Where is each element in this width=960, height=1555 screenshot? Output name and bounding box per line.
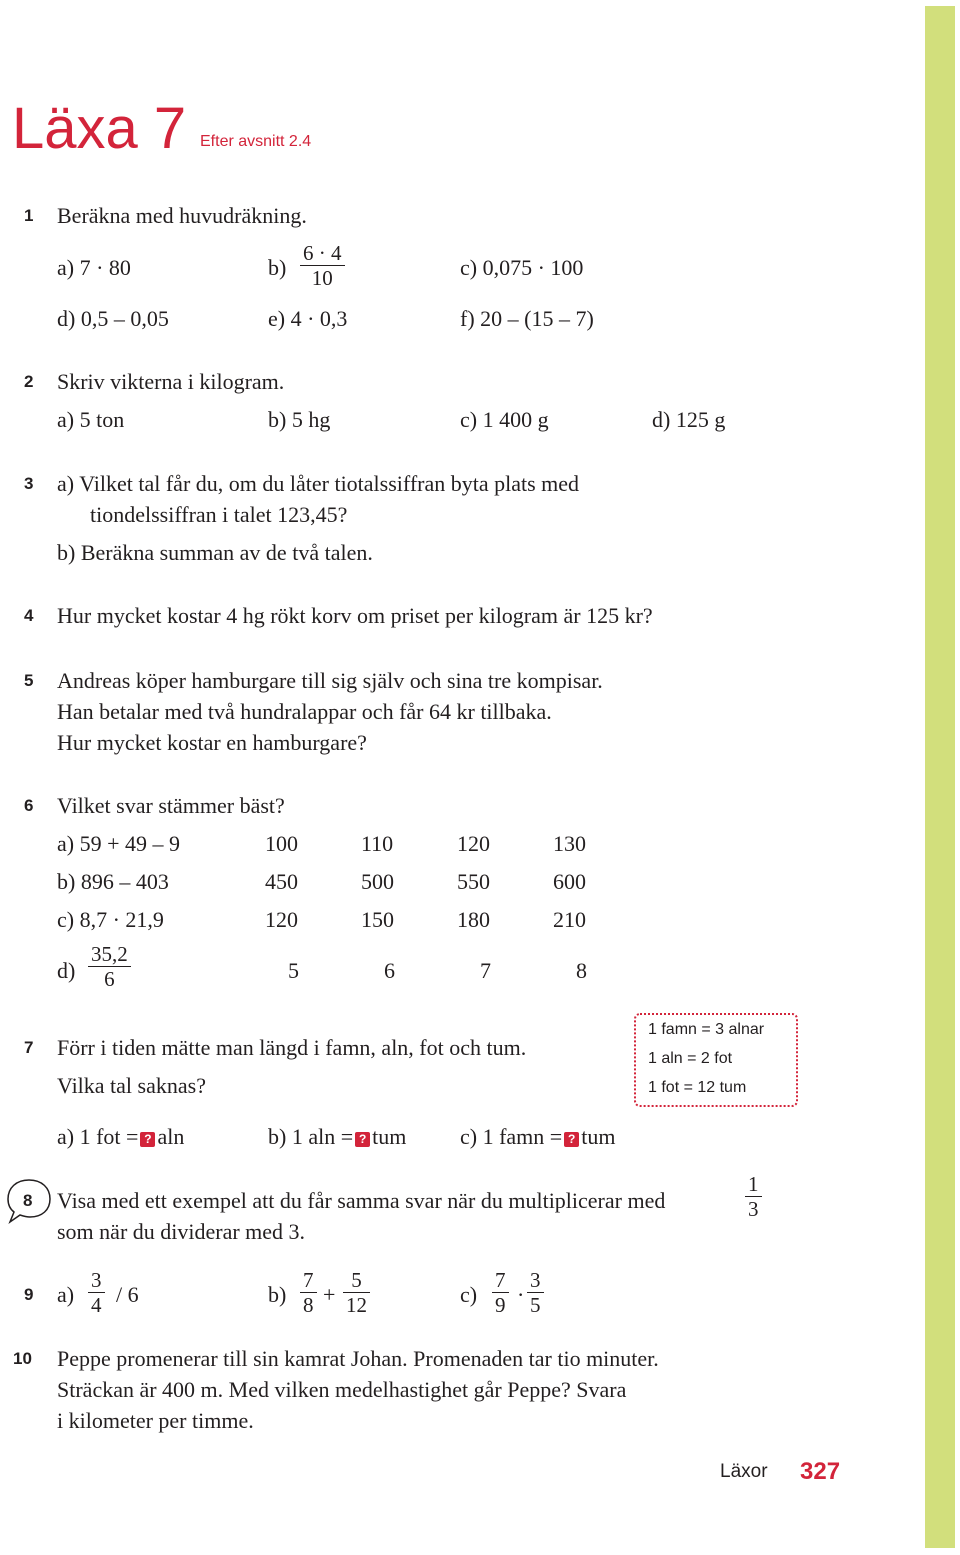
q6-c: c) 8,7 · 21,9 (57, 907, 164, 932)
q9-number: 9 (24, 1285, 34, 1304)
q2-b: b) 5 hg (268, 407, 331, 432)
q5-number: 5 (24, 671, 34, 690)
q9-b-fraction1 (300, 1268, 317, 1317)
q1-f: f) 20 – (15 – 7) (460, 306, 594, 331)
q6-b-option: 600 (553, 869, 586, 894)
q8-fraction (745, 1172, 762, 1221)
q9-a-numerator: 3 (88, 1268, 105, 1293)
q3-a-line1: a) Vilket tal får du, om du låter tiotalssiffran byta plats med (57, 471, 580, 496)
q6-c-option: 150 (361, 907, 394, 932)
q7-b-suffix: tum (372, 1124, 407, 1149)
q1-b-denominator: 10 (311, 266, 333, 290)
q9-b-operator: + (323, 1282, 336, 1307)
q9-c-numerator2: 3 (527, 1268, 544, 1293)
q9-c-numerator1: 7 (492, 1268, 509, 1293)
q1-b-label: b) (268, 255, 287, 280)
q10-number: 10 (13, 1349, 32, 1368)
page-subtitle: Efter avsnitt 2.4 (200, 133, 312, 150)
q6-c-option: 210 (553, 907, 586, 932)
q7-number: 7 (24, 1038, 34, 1057)
q1-d: d) 0,5 – 0,05 (57, 306, 169, 331)
info-fot: 1 fot = 12 tum (648, 1079, 747, 1096)
q6-a: a) 59 + 49 – 9 (57, 831, 180, 856)
q1-text: Beräkna med huvudräkning. (57, 203, 307, 228)
q6-d-option: 8 (576, 958, 587, 983)
q9-b-numerator2: 5 (343, 1268, 370, 1293)
q1-e: e) 4 · 0,3 (268, 306, 348, 331)
q7-a-prefix: a) 1 fot = (57, 1124, 139, 1149)
q6-b-option: 550 (457, 869, 490, 894)
q2-text: Skriv vikterna i kilogram. (57, 369, 285, 394)
unit-info-box (634, 1013, 798, 1107)
q6-d-option: 6 (384, 958, 395, 983)
q2-d: d) 125 g (652, 407, 726, 432)
info-aln: 1 aln = 2 fot (648, 1050, 733, 1067)
q6-d-option: 7 (480, 958, 491, 983)
q6-a-option: 110 (361, 831, 394, 856)
q6-a-option: 100 (265, 831, 298, 856)
q10-line3: i kilometer per timme. (57, 1408, 254, 1433)
q4-text: Hur mycket kostar 4 hg rökt korv om priset per kilogram är 125 kr? (57, 603, 653, 628)
q9-c-operator: · (517, 1282, 525, 1307)
q9-c-fraction1 (492, 1268, 509, 1317)
q9-b-denominator1: 8 (303, 1293, 314, 1317)
q7-a (57, 1124, 184, 1150)
page-title: Läxa 7 (12, 96, 187, 161)
q7-line1: Förr i tiden mätte man längd i famn, aln, fot och tum. (57, 1035, 527, 1060)
q9-a-fraction (88, 1268, 105, 1317)
q9-c-denominator1: 9 (495, 1293, 506, 1317)
q7-line2: Vilka tal saknas? (57, 1073, 206, 1098)
question-mark-icon: ? (355, 1132, 370, 1147)
q8-line1: Visa med ett exempel att du får samma svar när du multiplicerar med (57, 1188, 666, 1213)
q10-line2: Sträckan är 400 m. Med vilken medelhastighet går Peppe? Svara (57, 1377, 627, 1402)
q9-b-numerator1: 7 (300, 1268, 317, 1293)
page-number: 327 (800, 1458, 841, 1485)
q1-number: 1 (24, 206, 34, 225)
q8-denominator: 3 (748, 1197, 759, 1221)
q6-a-option: 120 (457, 831, 490, 856)
question-mark-icon: ? (140, 1132, 155, 1147)
q9-b-label: b) (268, 1282, 287, 1307)
q6-d-numerator: 35,2 (88, 942, 131, 967)
footer-section: Läxor (720, 1461, 768, 1482)
q2-a: a) 5 ton (57, 407, 125, 432)
q6-a-option: 130 (553, 831, 586, 856)
q10-line1: Peppe promenerar till sin kamrat Johan. Promenaden tar tio minuter. (57, 1346, 659, 1371)
q7-b-prefix: b) 1 aln = (268, 1124, 354, 1149)
q9-b-denominator2: 12 (346, 1293, 367, 1317)
q9-a-denominator: 4 (91, 1293, 102, 1317)
info-famn: 1 famn = 3 alnar (648, 1021, 765, 1038)
q1-a: a) 7 · 80 (57, 255, 131, 280)
q6-d-denominator: 6 (104, 967, 115, 991)
q4-number: 4 (24, 606, 34, 625)
q6-c-option: 120 (265, 907, 298, 932)
q6-number: 6 (24, 796, 34, 815)
q9-a-operator: / 6 (116, 1282, 139, 1307)
q5-line1: Andreas köper hamburgare till sig själv och sina tre kompisar. (57, 668, 603, 693)
q6-d-fraction (88, 942, 131, 991)
side-stripe (925, 6, 955, 1548)
q7-a-suffix: aln (157, 1124, 185, 1149)
q6-b-option: 450 (265, 869, 298, 894)
q3-number: 3 (24, 474, 34, 493)
question-mark-icon: ? (564, 1132, 579, 1147)
q1-c: c) 0,075 · 100 (460, 255, 584, 280)
q8-line2: som när du dividerar med 3. (57, 1219, 306, 1244)
q9-b-fraction2 (343, 1268, 370, 1317)
q6-d-option: 5 (288, 958, 299, 983)
q3-a-line2: tiondelssiffran i talet 123,45? (90, 502, 348, 527)
q3-b: b) Beräkna summan av de två talen. (57, 540, 373, 565)
q2-number: 2 (24, 372, 34, 391)
q6-d-label: d) (57, 958, 76, 983)
q7-c (460, 1124, 615, 1150)
q9-c-label: c) (460, 1282, 478, 1307)
q8-number: 8 (23, 1191, 33, 1210)
q6-c-option: 180 (457, 907, 490, 932)
q8-numerator: 1 (745, 1172, 762, 1197)
q9-c-denominator2: 5 (530, 1293, 541, 1317)
q9-c-fraction2 (527, 1268, 544, 1317)
q6-b-option: 500 (361, 869, 394, 894)
q2-c: c) 1 400 g (460, 407, 549, 432)
q6-b: b) 896 – 403 (57, 869, 169, 894)
q7-c-suffix: tum (581, 1124, 616, 1149)
q1-b-fraction (300, 241, 345, 290)
q5-line3: Hur mycket kostar en hamburgare? (57, 730, 367, 755)
q7-b (268, 1124, 406, 1150)
q9-a-label: a) (57, 1282, 75, 1307)
q7-c-prefix: c) 1 famn = (460, 1124, 563, 1149)
q5-line2: Han betalar med två hundralappar och får 64 kr tillbaka. (57, 699, 552, 724)
q1-b-numerator: 6 · 4 (300, 241, 345, 266)
q6-text: Vilket svar stämmer bäst? (57, 793, 285, 818)
